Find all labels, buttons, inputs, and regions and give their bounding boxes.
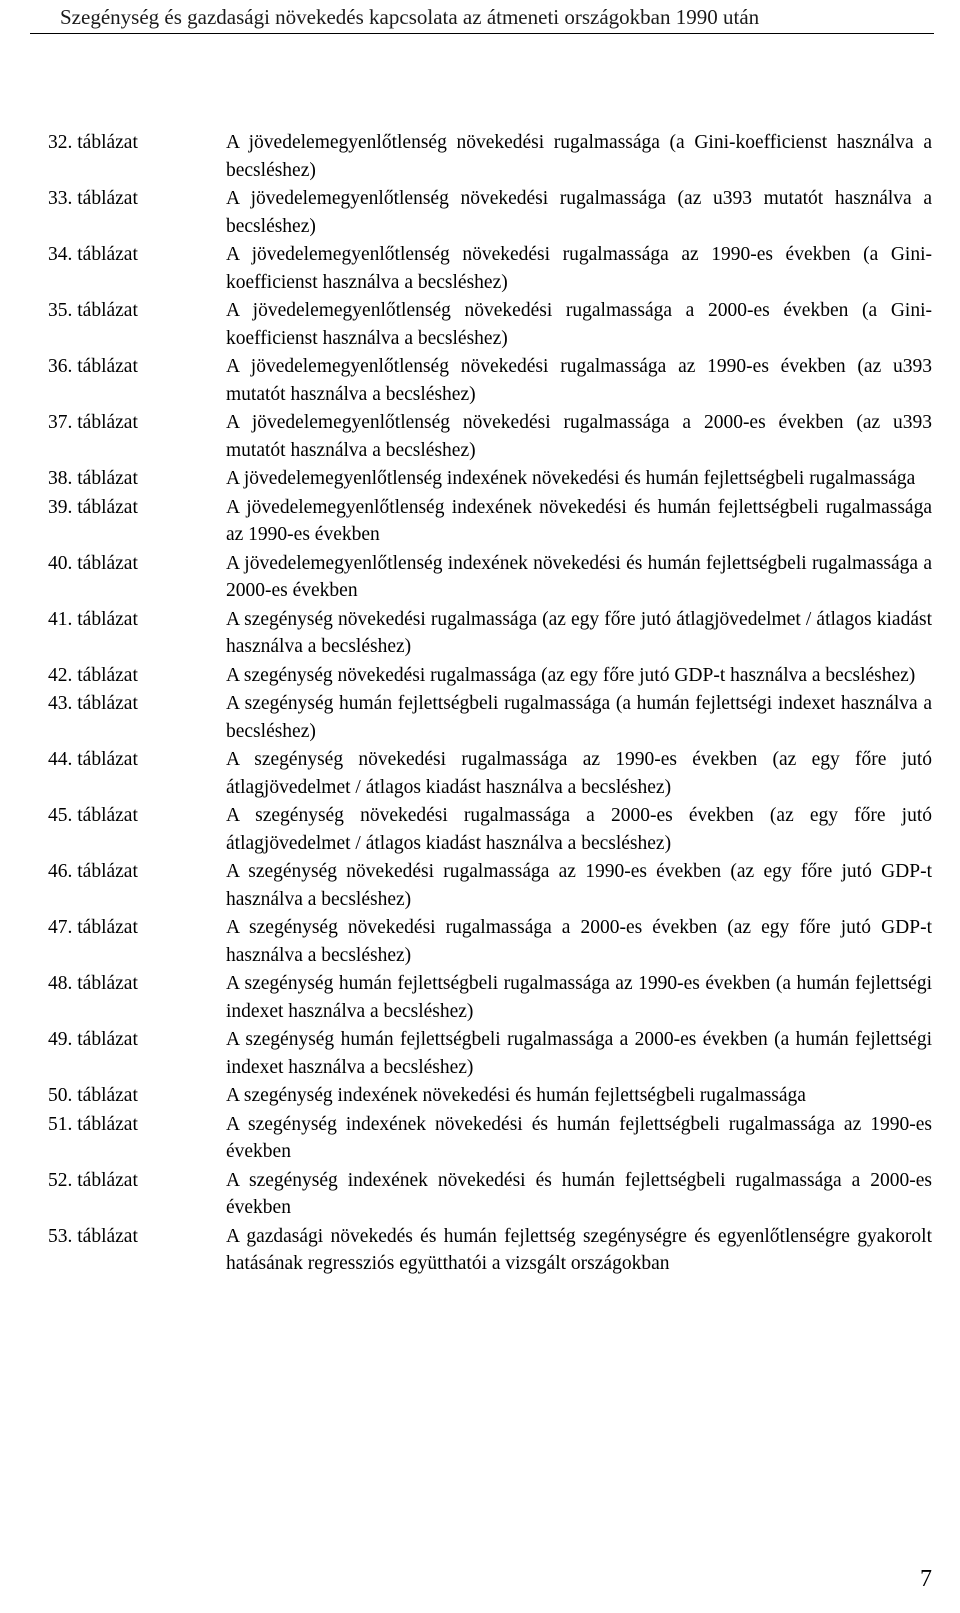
list-item[interactable] — [48, 185, 932, 240]
entry-label: 47. táblázat — [48, 917, 138, 938]
list-item[interactable] — [48, 297, 932, 352]
entry-label: 36. táblázat — [48, 356, 138, 377]
header-rule — [30, 33, 934, 34]
entry-label: 39. táblázat — [48, 496, 138, 518]
entry-label: 44. táblázat — [48, 749, 138, 770]
entry-label: 32. táblázat — [48, 132, 138, 153]
list-item[interactable] — [48, 494, 932, 549]
entry-title: A jövedelemegyenlőtlenség indexének növekedési és humán fejlettségbeli rugalmassága a 2000-es években — [226, 552, 932, 601]
entry-label: 49. táblázat — [48, 1029, 138, 1050]
list-item[interactable] — [48, 970, 932, 1025]
list-item[interactable] — [48, 353, 932, 408]
list-item[interactable] — [48, 465, 932, 493]
list-item[interactable] — [48, 1111, 932, 1166]
list-item[interactable] — [48, 129, 932, 184]
list-item[interactable] — [48, 606, 932, 661]
entry-title: A jövedelemegyenlőtlenség növekedési rugalmassága az 1990-es években (a Gini-koefficienst használva a becsléshez) — [226, 244, 932, 293]
list-item[interactable] — [48, 550, 932, 605]
entry-title: A szegénység indexének növekedési és humán fejlettségbeli rugalmassága — [226, 1085, 806, 1106]
entry-label: 53. táblázat — [48, 1225, 138, 1247]
entry-title: A jövedelemegyenlőtlenség növekedési rugalmassága a 2000-es években (a Gini-koefficienst használva a becsléshez) — [226, 300, 932, 349]
running-header: Szegénység és gazdasági növekedés kapcsolata az átmeneti országokban 1990 után — [60, 5, 760, 29]
entry-label: 52. táblázat — [48, 1169, 138, 1191]
entry-label: 45. táblázat — [48, 805, 138, 826]
entry-title: A szegénység növekedési rugalmassága (az egy főre jutó GDP-t használva a becsléshez) — [226, 664, 916, 686]
list-item[interactable] — [48, 690, 932, 745]
entry-title: A jövedelemegyenlőtlenség növekedési rugalmassága (a Gini-koefficienst használva a becsléshez) — [226, 132, 932, 181]
list-item[interactable] — [48, 1167, 932, 1222]
entry-title: A jövedelemegyenlőtlenség indexének növekedési és humán fejlettségbeli rugalmassága — [226, 468, 916, 489]
list-item[interactable] — [48, 1026, 932, 1081]
list-item[interactable] — [48, 914, 932, 969]
list-item[interactable] — [48, 1082, 932, 1110]
entry-label: 50. táblázat — [48, 1085, 138, 1106]
entry-title: A szegénység növekedési rugalmassága az 1990-es években (az egy főre jutó átlagjövedelmet / átlagos kiadást használva a becsléshez) — [226, 749, 932, 798]
entry-title: A gazdasági növekedés és humán fejlettség szegénységre és egyenlőtlenségre gyakorolt hatásának regressziós együtthatói a vizsgált országokban — [226, 1225, 932, 1274]
entry-label: 34. táblázat — [48, 244, 138, 265]
entry-title: A szegénység humán fejlettségbeli rugalmassága a 2000-es években (a humán fejlettségi indexet használva a becsléshez) — [226, 1029, 932, 1078]
list-item[interactable] — [48, 241, 932, 296]
list-item[interactable] — [48, 858, 932, 913]
list-item[interactable] — [48, 1223, 932, 1278]
list-item[interactable] — [48, 662, 932, 690]
entry-title: A szegénység indexének növekedési és humán fejlettségbeli rugalmassága a 2000-es években — [226, 1169, 932, 1218]
entry-title: A jövedelemegyenlőtlenség növekedési rugalmassága a 2000-es években (az u393 mutatót használva a becsléshez) — [226, 412, 932, 461]
entry-title: A szegénység növekedési rugalmassága a 2000-es években (az egy főre jutó GDP-t használva a becsléshez) — [226, 917, 932, 966]
entry-label: 41. táblázat — [48, 608, 138, 630]
entry-title: A szegénység növekedési rugalmassága az 1990-es években (az egy főre jutó GDP-t használva a becsléshez) — [226, 861, 932, 910]
list-item[interactable] — [48, 746, 932, 801]
entry-label: 33. táblázat — [48, 188, 138, 209]
entry-title: A szegénység humán fejlettségbeli rugalmassága (a humán fejlettségi indexet használva a becsléshez) — [226, 693, 932, 742]
entry-label: 51. táblázat — [48, 1113, 138, 1135]
entry-label: 35. táblázat — [48, 300, 138, 321]
entry-title: A jövedelemegyenlőtlenség indexének növekedési és humán fejlettségbeli rugalmassága az 1990-es években — [226, 496, 932, 545]
entry-label: 42. táblázat — [48, 664, 138, 686]
entry-label: 38. táblázat — [48, 468, 138, 489]
entry-title: A szegénység indexének növekedési és humán fejlettségbeli rugalmassága az 1990-es években — [226, 1113, 932, 1162]
entry-label: 37. táblázat — [48, 412, 138, 433]
entry-title: A jövedelemegyenlőtlenség növekedési rugalmassága az 1990-es években (az u393 mutatót használva a becsléshez) — [226, 356, 932, 405]
entry-label: 43. táblázat — [48, 693, 138, 714]
entry-label: 48. táblázat — [48, 973, 138, 994]
entry-title: A jövedelemegyenlőtlenség növekedési rugalmassága (az u393 mutatót használva a becsléshez) — [226, 188, 932, 237]
page-number: 7 — [920, 1566, 932, 1592]
entry-label: 46. táblázat — [48, 861, 138, 882]
entry-title: A szegénység humán fejlettségbeli rugalmassága az 1990-es években (a humán fejlettségi indexet használva a becsléshez) — [226, 973, 932, 1022]
list-item[interactable] — [48, 802, 932, 857]
entry-label: 40. táblázat — [48, 552, 138, 574]
entry-title: A szegénység növekedési rugalmassága (az egy főre jutó átlagjövedelmet / átlagos kiadást használva a becsléshez) — [226, 608, 932, 657]
entry-title: A szegénység növekedési rugalmassága a 2000-es években (az egy főre jutó átlagjövedelmet / átlagos kiadást használva a becsléshez) — [226, 805, 932, 854]
list-item[interactable] — [48, 409, 932, 464]
table-list — [48, 129, 932, 1279]
